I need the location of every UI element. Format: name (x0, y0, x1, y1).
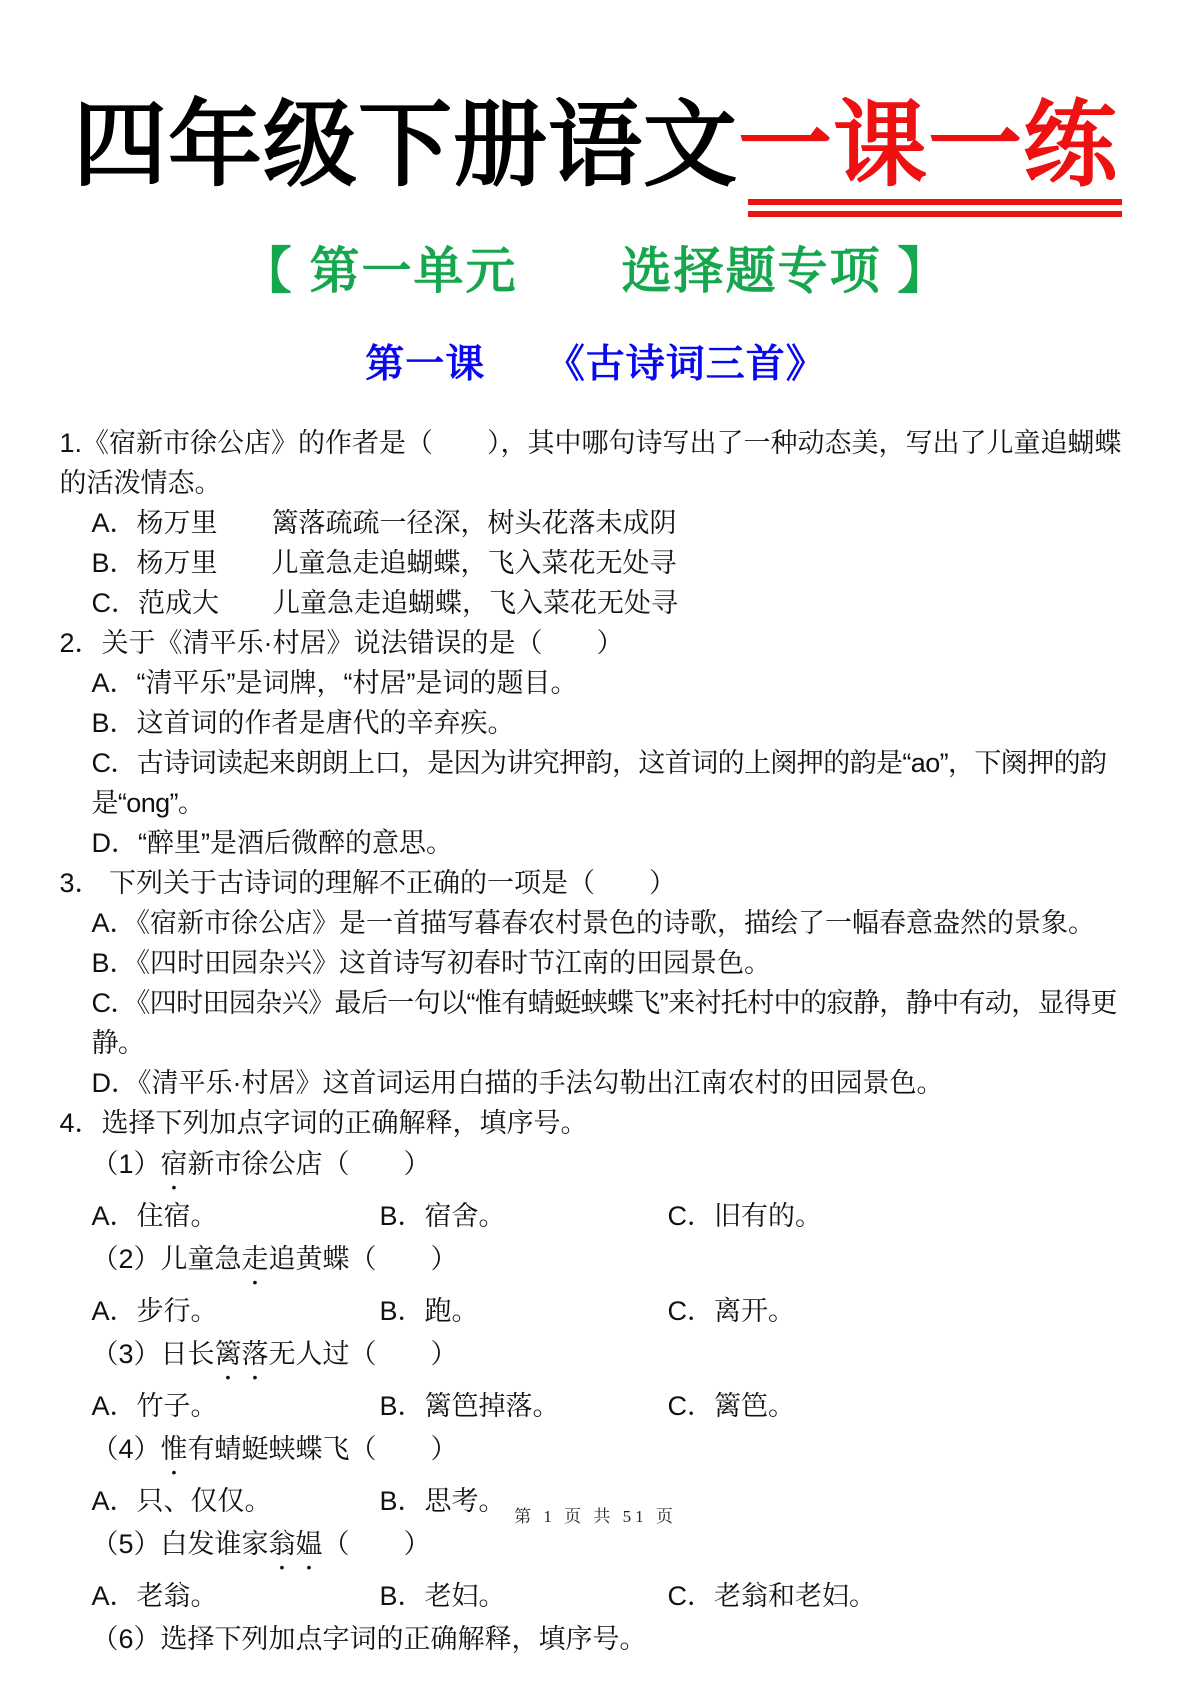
subitem-5-emphasized-word: 翁媪 (268, 1529, 323, 1560)
subitem-2-post: 追黄蝶（ ） (268, 1244, 458, 1275)
question-4-subitem-1-options (60, 1195, 1132, 1238)
question-3-stem: 3． 下列关于古诗词的理解不正确的一项是（ ） (59, 868, 677, 899)
subitem-4-option-a: A．只、仅仅。 (91, 1486, 272, 1517)
question-2-option-b: B．这首词的作者是唐代的辛弃疾。 (91, 708, 515, 739)
question-4-subitem-2 (60, 1238, 1132, 1290)
question-3-option-b: B．《四时田园杂兴》这首诗写初春时节江南的田园景色。 (91, 948, 772, 979)
lesson-heading: 第一课 《古诗词三首》 (365, 343, 826, 387)
question-1-stem: 1.《宿新市徐公店》的作者是（ ），其中哪句诗写出了一种动态美，写出了儿童追蝴蝶的活泼情态。 (59, 428, 1122, 499)
question-4-subitem-3-options (60, 1385, 1132, 1428)
subitem-2-pre: （2）儿童急 (91, 1244, 242, 1275)
question-3-option-d: D．《清平乐·村居》这首词运用白描的手法勾勒出江南农村的田园景色。 (91, 1068, 944, 1099)
question-4-subitem-2-options (60, 1290, 1132, 1333)
subitem-1-emphasized-word: 宿 (160, 1149, 188, 1180)
subitem-5-pre: （5）白发谁家 (91, 1529, 269, 1560)
subitem-5-option-b: B．老妇。 (379, 1581, 506, 1612)
question-4-subitem-5 (60, 1523, 1132, 1575)
red-underline-top (748, 199, 1122, 205)
subitem-1-post: 新市徐公店（ ） (187, 1149, 431, 1180)
subitem-1-pre: （1） (91, 1149, 161, 1180)
subitem-1-option-b: B．宿舍。 (379, 1201, 506, 1232)
page-title-red-part (738, 92, 1118, 197)
worksheet-body (60, 423, 1132, 1661)
page-title-red-text: 一课一练 (738, 92, 1119, 197)
page-title-black-part: 四年级下册语文 (72, 92, 738, 197)
subitem-2-option-a: A．步行。 (91, 1296, 218, 1327)
red-underline-bottom (748, 211, 1122, 217)
question-4-subitem-6: （6）选择下列加点字词的正确解释，填序号。 (91, 1624, 647, 1655)
question-4-subitem-3 (60, 1333, 1132, 1385)
question-4-subitem-5-options (60, 1575, 1132, 1618)
subitem-3-option-c: C．篱笆。 (667, 1391, 795, 1422)
question-1-option-c: C．范成大 儿童急走追蝴蝶，飞入菜花无处寻 (91, 588, 678, 619)
page-title (0, 0, 1191, 197)
subitem-4-option-b: B．思考。 (379, 1486, 506, 1517)
question-2-option-c: C．古诗词读起来朗朗上口，是因为讲究押韵，这首词的上阕押的韵是“ao”，下阕押的韵是“ong”。 (91, 748, 1107, 819)
question-2-stem: 2．关于《清平乐·村居》说法错误的是（ ） (59, 628, 624, 659)
subitem-5-option-a: A．老翁。 (91, 1581, 218, 1612)
subitem-1-option-c: C．旧有的。 (667, 1201, 822, 1232)
question-4-subitem-4 (60, 1428, 1132, 1480)
subitem-3-post: 无人过（ ） (268, 1339, 458, 1370)
subitem-2-option-c: C．离开。 (667, 1296, 795, 1327)
unit-heading: 【 第一单元 选择题专项 】 (241, 243, 950, 300)
page-number-footer: 第 1 页 共 51 页 (514, 1507, 677, 1526)
question-2-option-a: A．“清平乐”是词牌，“村居”是词的题目。 (91, 668, 578, 699)
subitem-3-option-a: A．竹子。 (91, 1391, 218, 1422)
subitem-2-option-b: B．跑。 (379, 1296, 479, 1327)
subitem-4-post: 有蜻蜓蛱蝶飞（ ） (187, 1434, 458, 1465)
subitem-3-option-b: B．篱笆掉落。 (379, 1391, 560, 1422)
subitem-3-emphasized-word: 篱落 (214, 1339, 269, 1370)
subitem-4-emphasized-word: 惟 (160, 1434, 188, 1465)
question-3-option-a: A．《宿新市徐公店》是一首描写暮春农村景色的诗歌，描绘了一幅春意盎然的景象。 (91, 908, 1096, 939)
subitem-4-pre: （4） (91, 1434, 161, 1465)
question-3-option-c: C．《四时田园杂兴》最后一句以“惟有蜻蜓蛱蝶飞”来衬托村中的寂静，静中有动，显得更静。 (91, 988, 1117, 1059)
question-4-subitem-1 (60, 1143, 1132, 1195)
subitem-1-option-a: A．住宿。 (91, 1201, 218, 1232)
question-1-option-b: B．杨万里 儿童急走追蝴蝶，飞入菜花无处寻 (91, 548, 677, 579)
subitem-2-emphasized-word: 走 (241, 1244, 269, 1275)
question-2-option-d: D．“醉里”是酒后微醉的意思。 (91, 828, 453, 859)
subitem-5-post: （ ） (322, 1529, 431, 1560)
question-4-stem: 4．选择下列加点字词的正确解释，填序号。 (59, 1108, 588, 1139)
subitem-3-pre: （3）日长 (91, 1339, 215, 1370)
question-1-option-a: A．杨万里 篱落疏疏一径深，树头花落未成阴 (91, 508, 677, 539)
subitem-5-option-c: C．老翁和老妇。 (667, 1581, 876, 1612)
